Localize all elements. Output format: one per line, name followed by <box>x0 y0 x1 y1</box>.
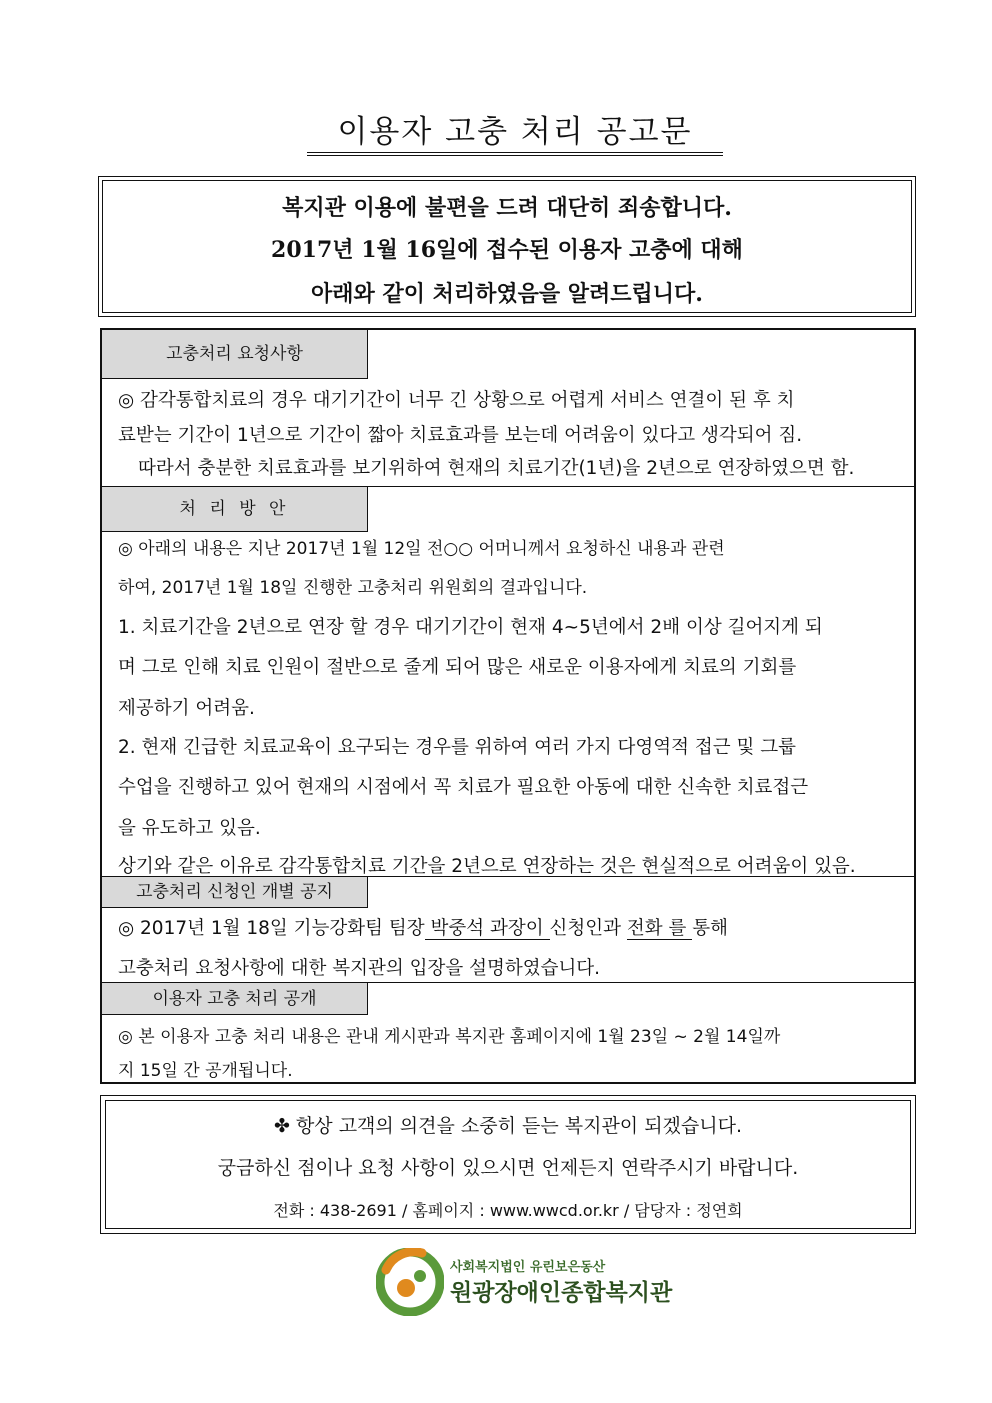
request-line-3: 따라서 충분한 치료효과를 보기위하여 현재의 치료기간(1년)을 2년으로 연장하였으면 함. <box>138 458 855 479</box>
resolution-point-2-line-3: 을 유도하고 있음. <box>118 818 261 839</box>
page-title: 이용자 고충 처리 공고문 <box>337 114 693 150</box>
footer-line-3: 전화 : 438-2691 / 홈페이지 : www.wwcd.or.kr / 담당자 : 정연희 <box>273 1201 743 1220</box>
title-underline-second <box>307 155 723 156</box>
resolution-heading: 처 리 방 안 <box>102 487 368 532</box>
organization-logo-icon <box>376 1248 444 1316</box>
apology-line-1: 복지관 이용에 불편을 드려 대단히 죄송합니다. <box>282 195 732 221</box>
apology-line-3: 아래와 같이 처리하였음을 알려드립니다. <box>311 281 703 307</box>
resolution-point-2-line-1: 2. 현재 긴급한 치료교육이 요구되는 경우를 위하여 여러 가지 다영역적 접근 및 그룹 <box>118 737 796 758</box>
organization-name: 원광장애인종합복지관 <box>450 1280 673 1306</box>
resolution-intro-line-1: ◎ 아래의 내용은 지난 2017년 1월 12일 전○○ 어머니께서 요청하신 내용과 관련 <box>118 539 725 559</box>
title-underline <box>307 152 723 153</box>
footer-line-1: ✤ 항상 고객의 의견을 소중히 듣는 복지관이 되겠습니다. <box>273 1115 743 1137</box>
footer-box <box>100 1095 916 1234</box>
request-heading: 고충처리 요청사항 <box>102 330 368 379</box>
resolution-point-1-line-2: 며 그로 인해 치료 인원이 절반으로 줄게 되어 많은 새로운 이용자에게 치료의 기회를 <box>118 657 797 678</box>
resolution-point-1-line-3: 제공하기 어려움. <box>118 698 255 719</box>
resolution-point-2-line-2: 수업을 진행하고 있어 현재의 시점에서 꼭 치료가 필요한 아동에 대한 신속한 치료접근 <box>118 777 809 798</box>
resolution-conclusion: 상기와 같은 이유로 감각통합치료 기간을 2년으로 연장하는 것은 현실적으로 어려움이 있음. <box>118 856 856 877</box>
resolution-point-1-line-1: 1. 치료기간을 2년으로 연장 할 경우 대기기간이 현재 4~5년에서 2배 이상 길어지게 되 <box>118 617 823 638</box>
complaint-table <box>100 328 916 1084</box>
notice-line-1-text-2: 신청인과 <box>549 918 622 939</box>
request-line-1: ◎ 감각통합치료의 경우 대기기간이 너무 긴 상황으로 어렵게 서비스 연결이 된 후 치 <box>118 390 795 411</box>
organization-type: 사회복지법인 유린보은동산 <box>450 1260 606 1275</box>
disclosure-line-2: 지 15일 간 공개됩니다. <box>118 1061 293 1081</box>
notice-line-1-text-3: 통해 <box>692 918 729 939</box>
request-line-2: 료받는 기간이 1년으로 기간이 짧아 치료효과를 보는데 어려움이 있다고 생각되어 짐. <box>118 425 803 446</box>
notice-line-1-text: ◎ 2017년 1월 18일 기능강화팀 팀장 <box>118 918 425 939</box>
footer-line-2: 궁금하신 점이나 요청 사항이 있으시면 언제든지 연락주시기 바랍니다. <box>217 1157 799 1179</box>
apology-line-2: 2017년 1월 16일에 접수된 이용자 고충에 대해 <box>271 237 743 263</box>
disclosure-line-1: ◎ 본 이용자 고충 처리 내용은 관내 게시판과 복지관 홈페이지에 1월 23일 ~ 2월 14일까 <box>118 1027 781 1047</box>
apology-box <box>98 176 916 317</box>
notice-heading: 고충처리 신청인 개별 공지 <box>102 877 368 908</box>
notice-line-1 <box>118 914 728 940</box>
notice-staff-name: 박중석 과장이 <box>424 918 550 939</box>
disclosure-heading: 이용자 고충 처리 공개 <box>102 983 368 1015</box>
resolution-intro-line-2: 하여, 2017년 1월 18일 진행한 고충처리 위원회의 결과입니다. <box>118 578 588 598</box>
notice-contact-method: 전화 를 <box>626 918 693 939</box>
notice-line-2: 고충처리 요청사항에 대한 복지관의 입장을 설명하였습니다. <box>118 958 601 979</box>
